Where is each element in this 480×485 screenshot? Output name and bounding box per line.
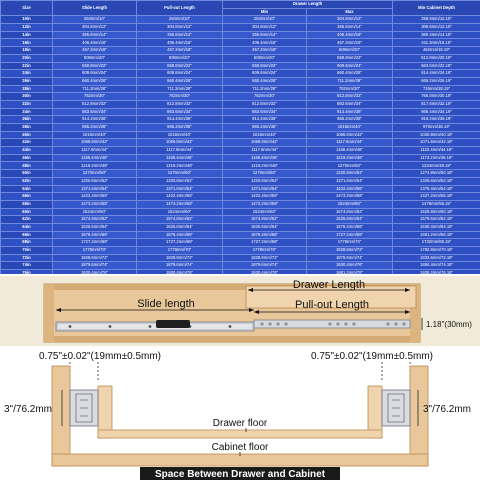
cabinet-floor-label: Cabinet floor [212, 442, 269, 453]
table-cell: 1625.6mm/64" [53, 223, 137, 231]
table-cell: 1574.8mm/62" [137, 216, 223, 224]
table-cell: 762mm/30" [307, 85, 393, 93]
cabinet-left-wall [52, 366, 70, 466]
table-cell: 254mm/10" [137, 16, 223, 24]
table-cell: 609.6mm/24" [307, 62, 393, 70]
table-cell: 355.6mm/14" [223, 31, 307, 39]
size-cell: 62in [1, 216, 53, 224]
drawer-floor-board [98, 430, 382, 438]
table-row [1, 62, 480, 70]
table-cell: 1732mm/68.19" [393, 239, 480, 247]
table-cell: 411.2mm/16.19" [393, 39, 480, 47]
size-cell: 66in [1, 231, 53, 239]
table-cell: 1320.8mm/52" [223, 177, 307, 185]
table-cell: 914.4mm/36" [53, 116, 137, 124]
size-cell: 12in [1, 24, 53, 32]
table-cell: 965.2mm/38" [137, 124, 223, 132]
table-cell: 1320.8mm/52" [53, 177, 137, 185]
table-row [1, 177, 480, 185]
table-cell: 1071.6mm/42.19" [393, 139, 480, 147]
right-height-label: 3"/76.2mm [423, 404, 471, 415]
size-cell: 48in [1, 162, 53, 170]
size-cell: 46in [1, 154, 53, 162]
table-cell: 1473.2mm/58" [307, 193, 393, 201]
table-row [1, 139, 480, 147]
size-cell: 28in [1, 85, 53, 93]
table-cell: 609.6mm/24" [53, 70, 137, 78]
table-cell: 1371.6mm/54" [53, 185, 137, 193]
table-cell: 716mm/28.19" [393, 85, 480, 93]
table-cell: 762mm/30" [223, 93, 307, 101]
table-cell: 457.2mm/18" [137, 47, 223, 55]
size-cell: 30in [1, 93, 53, 101]
table-cell: 1727.2mm/68" [223, 239, 307, 247]
table-cell: 970mm/38.19" [393, 124, 480, 132]
table-cell: 1524mm/60" [137, 208, 223, 216]
table-cell: 1371.6mm/54" [307, 177, 393, 185]
table-cell: 1422.4mm/56" [307, 185, 393, 193]
table-cell: 1020.8mm/40.19" [393, 131, 480, 139]
table-row [1, 239, 480, 247]
table-body [1, 16, 480, 274]
cross-section-diagram [0, 346, 480, 480]
table-cell: 1320.8mm/52" [137, 177, 223, 185]
table-row [1, 100, 480, 108]
table-cell: 563.6mm/22.19" [393, 62, 480, 70]
table-cell: 1016mm/40" [137, 131, 223, 139]
table-row [1, 208, 480, 216]
table-cell: 1727.2mm/68" [307, 231, 393, 239]
size-cell: 64in [1, 223, 53, 231]
table-cell: 254mm/10" [223, 16, 307, 24]
size-cell: 74in [1, 262, 53, 270]
table-cell: 1371.6mm/54" [137, 185, 223, 193]
table-cell: 817.6mm/32.19" [393, 100, 480, 108]
table-cell: 965.2mm/38" [53, 124, 137, 132]
table-cell: 558.8mm/22" [137, 62, 223, 70]
table-cell: 1524mm/60" [307, 200, 393, 208]
table-row [1, 39, 480, 47]
table-cell: 863.6mm/34" [223, 108, 307, 116]
right-clearance-label: 0.75"±0.02"(19mm±0.5mm) [311, 351, 433, 362]
table-cell: 406.4mm/16" [307, 31, 393, 39]
table-cell: 1117.6mm/44" [223, 147, 307, 155]
table-cell: 1122.4mm/44.19" [393, 147, 480, 155]
header-pull-out-length: Pull-out Length [137, 1, 223, 16]
table-cell: 558.8mm/22" [53, 62, 137, 70]
size-cell: 26in [1, 77, 53, 85]
table-cell: 665.2mm/26.19" [393, 77, 480, 85]
table-cell: 1016mm/40" [307, 124, 393, 132]
table-row [1, 70, 480, 78]
table-row [1, 116, 480, 124]
table-cell: 1219.2mm/48" [223, 162, 307, 170]
size-cell: 24in [1, 70, 53, 78]
table-cell: 1930.4mm/76" [307, 262, 393, 270]
table-cell: 1828.8mm/72" [307, 247, 393, 255]
space-between-label: Space Between Drawer and Cabinet [155, 469, 326, 480]
table-row [1, 54, 480, 62]
size-cell: 18in [1, 47, 53, 55]
table-row [1, 185, 480, 193]
table-row [1, 147, 480, 155]
table-cell: 914.4mm/36" [137, 116, 223, 124]
table-cell: 1371.6mm/54" [223, 185, 307, 193]
cabinet-right-wall [410, 366, 428, 466]
table-cell: 1727.2mm/68" [137, 239, 223, 247]
table-cell: 863.6mm/34" [53, 108, 137, 116]
table-cell: 766.8mm/30.19" [393, 93, 480, 101]
table-row [1, 231, 480, 239]
table-row [1, 170, 480, 178]
table-cell: 1117.6mm/44" [53, 147, 137, 155]
table-cell: 304.8mm/12" [137, 24, 223, 32]
table-cell: 1274.8mm/50.19" [393, 170, 480, 178]
drawer-length-label: Drawer Length [293, 279, 365, 291]
table-cell: 1473.2mm/58" [53, 200, 137, 208]
table-cell: 508mm/20" [53, 54, 137, 62]
table-cell: 304.8mm/12" [53, 24, 137, 32]
table-cell: 1528.8mm/60.19" [393, 208, 480, 216]
size-cell: 32in [1, 100, 53, 108]
left-clearance-label: 0.75"±0.02"(19mm±0.5mm) [39, 351, 161, 362]
table-row [1, 131, 480, 139]
table-cell: 1168.4mm/46" [137, 154, 223, 162]
size-cell: 40in [1, 131, 53, 139]
table-cell: 1524mm/60" [223, 208, 307, 216]
table-cell: 1478mm/58.19" [393, 200, 480, 208]
table-cell: 1574.8mm/62" [53, 216, 137, 224]
table-cell: 1778mm/70" [137, 247, 223, 255]
table-cell: 1778mm/70" [223, 247, 307, 255]
table-row [1, 247, 480, 255]
table-row [1, 16, 480, 24]
table-cell: 406.4mm/16" [53, 39, 137, 47]
table-cell: 660.4mm/26" [223, 77, 307, 85]
table-cell: 914.4mm/36" [307, 108, 393, 116]
table-cell: 1676.4mm/66" [53, 231, 137, 239]
cabinet-bottom-edge [44, 336, 420, 342]
table-cell: 1219.2mm/48" [137, 162, 223, 170]
table-cell: 1681.2mm/66.19" [393, 231, 480, 239]
size-cell: 68in [1, 239, 53, 247]
table-cell: 1625.6mm/64" [137, 223, 223, 231]
table-row [1, 47, 480, 55]
table-row [1, 216, 480, 224]
table-cell: 1879.6mm/74" [137, 262, 223, 270]
table-cell: 812.8mm/32" [223, 100, 307, 108]
table-cell: 614.4mm/24.19" [393, 70, 480, 78]
table-cell: 462mm/18.19" [393, 47, 480, 55]
table-cell: 1782.8mm/70.19" [393, 247, 480, 255]
size-cell: 52in [1, 177, 53, 185]
table-cell: 1427.2mm/56.19" [393, 193, 480, 201]
table-cell: 508mm/20" [223, 54, 307, 62]
table-cell: 863.6mm/34" [137, 108, 223, 116]
table-cell: 762mm/30" [53, 93, 137, 101]
table-cell: 1930.4mm/76" [137, 270, 223, 274]
table-row [1, 254, 480, 262]
table-cell: 1574.8mm/62" [223, 216, 307, 224]
table-cell: 1066.8mm/42" [307, 131, 393, 139]
table-cell: 258.8mm/10.19" [393, 16, 480, 24]
size-cell: 14in [1, 31, 53, 39]
table-cell: 1325.6mm/52.19" [393, 177, 480, 185]
table-row [1, 223, 480, 231]
disconnect-lever [156, 320, 190, 328]
slide-photo-svg [0, 276, 480, 346]
table-cell: 1168.4mm/46" [223, 154, 307, 162]
table-cell: 812.8mm/32" [307, 93, 393, 101]
table-cell: 1219.2mm/48" [53, 162, 137, 170]
drawer-floor-label: Drawer floor [213, 418, 268, 429]
table-cell: 1833.6mm/72.19" [393, 254, 480, 262]
table-cell: 812.8mm/32" [137, 100, 223, 108]
table-cell: 1778mm/70" [307, 239, 393, 247]
header-drawer-length: Drawer Length [223, 1, 393, 9]
table-cell: 1524mm/60" [53, 208, 137, 216]
table-cell: 1778mm/70" [53, 247, 137, 255]
table-cell: 711.2mm/28" [307, 77, 393, 85]
size-cell: 36in [1, 116, 53, 124]
slide-length-label: Slide length [137, 298, 195, 310]
table-cell: 711.2mm/28" [53, 85, 137, 93]
table-cell: 660.4mm/26" [137, 77, 223, 85]
table-cell: 660.4mm/26" [307, 70, 393, 78]
size-cell: 38in [1, 124, 53, 132]
table-cell: 868.4mm/34.19" [393, 108, 480, 116]
table-cell: 965.2mm/38" [307, 116, 393, 124]
table-cell: 1935.2mm/76.19" [393, 270, 480, 274]
table-cell: 1320.8mm/52" [307, 170, 393, 178]
table-row [1, 162, 480, 170]
cabinet-back-wall [44, 284, 54, 342]
pull-out-length-label: Pull-out Length [295, 299, 369, 311]
table-cell: 1422.4mm/56" [223, 193, 307, 201]
table-cell: 1473.2mm/58" [223, 200, 307, 208]
table-cell: 1879.6mm/74" [223, 262, 307, 270]
table-cell: 609.6mm/24" [223, 70, 307, 78]
table-cell: 1066.8mm/42" [53, 139, 137, 147]
table-cell: 1884.4mm/74.19" [393, 262, 480, 270]
table-cell: 457.2mm/18" [307, 39, 393, 47]
table-cell: 1422.4mm/56" [53, 193, 137, 201]
table-cell: 1066.8mm/42" [223, 139, 307, 147]
table-cell: 762mm/30" [137, 93, 223, 101]
slide-photo [0, 276, 480, 346]
thickness-label: 1.18"(30mm) [426, 320, 472, 329]
table-cell: 508mm/20" [137, 54, 223, 62]
header-max: Max [307, 8, 393, 16]
size-cell: 76in [1, 270, 53, 274]
table-cell: 1270mm/50" [223, 170, 307, 178]
size-cell: 16in [1, 39, 53, 47]
size-cell: 72in [1, 254, 53, 262]
size-cell: 70in [1, 247, 53, 255]
header-slide-length: Slide Length [53, 1, 137, 16]
table-row [1, 93, 480, 101]
table-cell: 355.6mm/14" [53, 31, 137, 39]
table-cell: 360.4mm/14.19" [393, 31, 480, 39]
table-cell: 1879.6mm/74" [53, 262, 137, 270]
table-cell: 1879.6mm/74" [307, 254, 393, 262]
slide-inner-member [58, 324, 252, 329]
header-size: Size [1, 1, 53, 16]
table-cell: 711.2mm/28" [137, 85, 223, 93]
table-cell: 1270mm/50" [53, 170, 137, 178]
table-cell: 1422.4mm/56" [137, 193, 223, 201]
table-cell: 1676.4mm/66" [307, 223, 393, 231]
table-cell: 1173.2mm/46.19" [393, 154, 480, 162]
table-cell: 304.8mm/12" [307, 16, 393, 24]
size-cell: 44in [1, 147, 53, 155]
table-cell: 965.2mm/38" [223, 124, 307, 132]
table-row [1, 77, 480, 85]
table-cell: 558.8mm/22" [223, 62, 307, 70]
size-cell: 10in [1, 16, 53, 24]
cross-section-svg [0, 346, 480, 480]
table-cell: 1828.8mm/72" [53, 254, 137, 262]
table-cell: 1016mm/40" [223, 131, 307, 139]
table-cell: 1574.8mm/62" [307, 208, 393, 216]
size-cell: 56in [1, 193, 53, 201]
table-row [1, 262, 480, 270]
table-cell: 508mm/20" [307, 47, 393, 55]
table-cell: 1473.2mm/58" [137, 200, 223, 208]
table-cell: 812.8mm/32" [53, 100, 137, 108]
table-cell: 1676.4mm/66" [223, 231, 307, 239]
table-cell: 309.6mm/12.19" [393, 24, 480, 32]
table-cell: 1117.6mm/44" [307, 139, 393, 147]
table-cell: 304.8mm/12" [223, 24, 307, 32]
table-cell: 609.6mm/24" [137, 70, 223, 78]
table-cell: 1727.2mm/68" [53, 239, 137, 247]
table-cell: 1376.4mm/54.19" [393, 185, 480, 193]
table-cell: 1168.4mm/46" [307, 147, 393, 155]
table-cell: 914.4mm/36" [223, 116, 307, 124]
table-row [1, 154, 480, 162]
table-cell: 919.2mm/36.19" [393, 116, 480, 124]
table-cell: 1625.6mm/64" [307, 216, 393, 224]
table-cell: 1224mm/48.19" [393, 162, 480, 170]
table-row [1, 108, 480, 116]
table-cell: 1270mm/50" [307, 162, 393, 170]
table-row [1, 85, 480, 93]
table-cell: 558.8mm/22" [307, 54, 393, 62]
size-cell: 20in [1, 54, 53, 62]
table-cell: 863.6mm/34" [307, 100, 393, 108]
table-cell: 1981.2mm/78" [307, 270, 393, 274]
table-row [1, 193, 480, 201]
table-cell: 711.2mm/28" [223, 85, 307, 93]
table-cell: 1676.4mm/66" [137, 231, 223, 239]
table-cell: 512.8mm/20.19" [393, 54, 480, 62]
table-cell: 1625.6mm/64" [223, 223, 307, 231]
table-row [1, 24, 480, 32]
table-cell: 1016mm/40" [53, 131, 137, 139]
table-cell: 1930.4mm/76" [223, 270, 307, 274]
left-height-label: 3"/76.2mm [4, 404, 52, 415]
table-cell: 457.2mm/18" [53, 47, 137, 55]
size-cell: 34in [1, 108, 53, 116]
table-cell: 1828.8mm/72" [137, 254, 223, 262]
table-cell: 457.2mm/18" [223, 47, 307, 55]
table-cell: 406.4mm/16" [137, 39, 223, 47]
table-cell: 355.6mm/14" [137, 31, 223, 39]
table-row [1, 124, 480, 132]
table-cell: 1828.8mm/72" [223, 254, 307, 262]
size-cell: 54in [1, 185, 53, 193]
table-cell: 1270mm/50" [137, 170, 223, 178]
header-min-cabinet-depth: Min Cabinet Depth [393, 1, 480, 16]
header-min: Min [223, 8, 307, 16]
table-cell: 1168.4mm/46" [53, 154, 137, 162]
size-cell: 58in [1, 200, 53, 208]
table-cell: 254mm/10" [53, 16, 137, 24]
table-cell: 1630.4mm/64.19" [393, 223, 480, 231]
table-row [1, 270, 480, 274]
size-cell: 50in [1, 170, 53, 178]
table-row [1, 31, 480, 39]
table-row [1, 200, 480, 208]
table-cell: 1579.6mm/62.19" [393, 216, 480, 224]
table-cell: 660.4mm/26" [53, 77, 137, 85]
table-cell: 1066.8mm/42" [137, 139, 223, 147]
size-cell: 22in [1, 62, 53, 70]
table-cell: 1930.4mm/76" [53, 270, 137, 274]
table-cell: 1219.2mm/48" [307, 154, 393, 162]
table-cell: 406.4mm/16" [223, 39, 307, 47]
table-cell: 355.6mm/14" [307, 24, 393, 32]
size-cell: 42in [1, 139, 53, 147]
table-cell: 1117.6mm/44" [137, 147, 223, 155]
size-cell: 60in [1, 208, 53, 216]
